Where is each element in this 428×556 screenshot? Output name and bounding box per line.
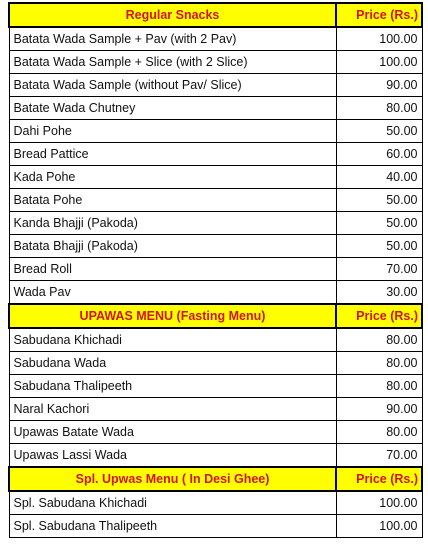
menu-item-row <box>9 97 422 120</box>
menu-item-row <box>9 281 422 305</box>
item-name: Batate Wada Chutney <box>9 97 336 120</box>
menu-item-row <box>9 444 422 468</box>
item-name: Kanda Bhajji (Pakoda) <box>9 212 336 235</box>
item-price: 50.00 <box>336 120 422 143</box>
item-price: 90.00 <box>336 398 422 421</box>
item-price: 100.00 <box>336 515 422 538</box>
item-name: Sabudana Wada <box>9 352 336 375</box>
item-price: 40.00 <box>336 166 422 189</box>
price-column-header: Price (Rs.) <box>336 304 422 328</box>
item-price: 50.00 <box>336 212 422 235</box>
item-price: 80.00 <box>336 328 422 352</box>
menu-table <box>8 2 423 538</box>
item-name: Bread Roll <box>9 258 336 281</box>
menu-item-row <box>9 515 422 538</box>
item-name: Upawas Batate Wada <box>9 421 336 444</box>
menu-item-row <box>9 51 422 74</box>
menu-item-row <box>9 120 422 143</box>
item-name: Upawas Lassi Wada <box>9 444 336 468</box>
item-name: Sabudana Thalipeeth <box>9 375 336 398</box>
item-name: Batata Wada Sample + Slice (with 2 Slice) <box>9 51 336 74</box>
menu-item-row <box>9 398 422 421</box>
menu-item-row <box>9 189 422 212</box>
item-price: 100.00 <box>336 491 422 515</box>
section-title: UPAWAS MENU (Fasting Menu) <box>9 304 336 328</box>
item-price: 100.00 <box>336 51 422 74</box>
section-header-spl-upwas-menu <box>9 467 422 491</box>
item-price: 100.00 <box>336 27 422 51</box>
menu-item-row <box>9 352 422 375</box>
menu-item-row <box>9 74 422 97</box>
item-price: 80.00 <box>336 421 422 444</box>
menu-item-row <box>9 166 422 189</box>
item-name: Sabudana Khichadi <box>9 328 336 352</box>
item-price: 30.00 <box>336 281 422 305</box>
item-name: Batata Wada Sample + Pav (with 2 Pav) <box>9 27 336 51</box>
item-price: 50.00 <box>336 189 422 212</box>
menu-item-row <box>9 421 422 444</box>
item-name: Spl. Sabudana Thalipeeth <box>9 515 336 538</box>
menu-item-row <box>9 27 422 51</box>
item-price: 50.00 <box>336 235 422 258</box>
section-title: Regular Snacks <box>9 3 336 27</box>
item-name: Batata Pohe <box>9 189 336 212</box>
menu-item-row <box>9 328 422 352</box>
item-name: Batata Bhajji (Pakoda) <box>9 235 336 258</box>
price-column-header: Price (Rs.) <box>336 3 422 27</box>
item-price: 60.00 <box>336 143 422 166</box>
menu-item-row <box>9 375 422 398</box>
item-price: 70.00 <box>336 258 422 281</box>
menu-price-list <box>8 2 421 538</box>
item-price: 80.00 <box>336 375 422 398</box>
item-name: Spl. Sabudana Khichadi <box>9 491 336 515</box>
item-name: Naral Kachori <box>9 398 336 421</box>
item-price: 90.00 <box>336 74 422 97</box>
item-price: 70.00 <box>336 444 422 468</box>
price-column-header: Price (Rs.) <box>336 467 422 491</box>
menu-item-row <box>9 235 422 258</box>
item-name: Bread Pattice <box>9 143 336 166</box>
item-name: Kada Pohe <box>9 166 336 189</box>
menu-item-row <box>9 491 422 515</box>
item-name: Dahi Pohe <box>9 120 336 143</box>
item-price: 80.00 <box>336 97 422 120</box>
section-header-upawas-menu <box>9 304 422 328</box>
item-price: 80.00 <box>336 352 422 375</box>
menu-item-row <box>9 143 422 166</box>
item-name: Batata Wada Sample (without Pav/ Slice) <box>9 74 336 97</box>
menu-item-row <box>9 212 422 235</box>
menu-item-row <box>9 258 422 281</box>
item-name: Wada Pav <box>9 281 336 305</box>
section-title: Spl. Upwas Menu ( In Desi Ghee) <box>9 467 336 491</box>
section-header-regular-snacks <box>9 3 422 27</box>
